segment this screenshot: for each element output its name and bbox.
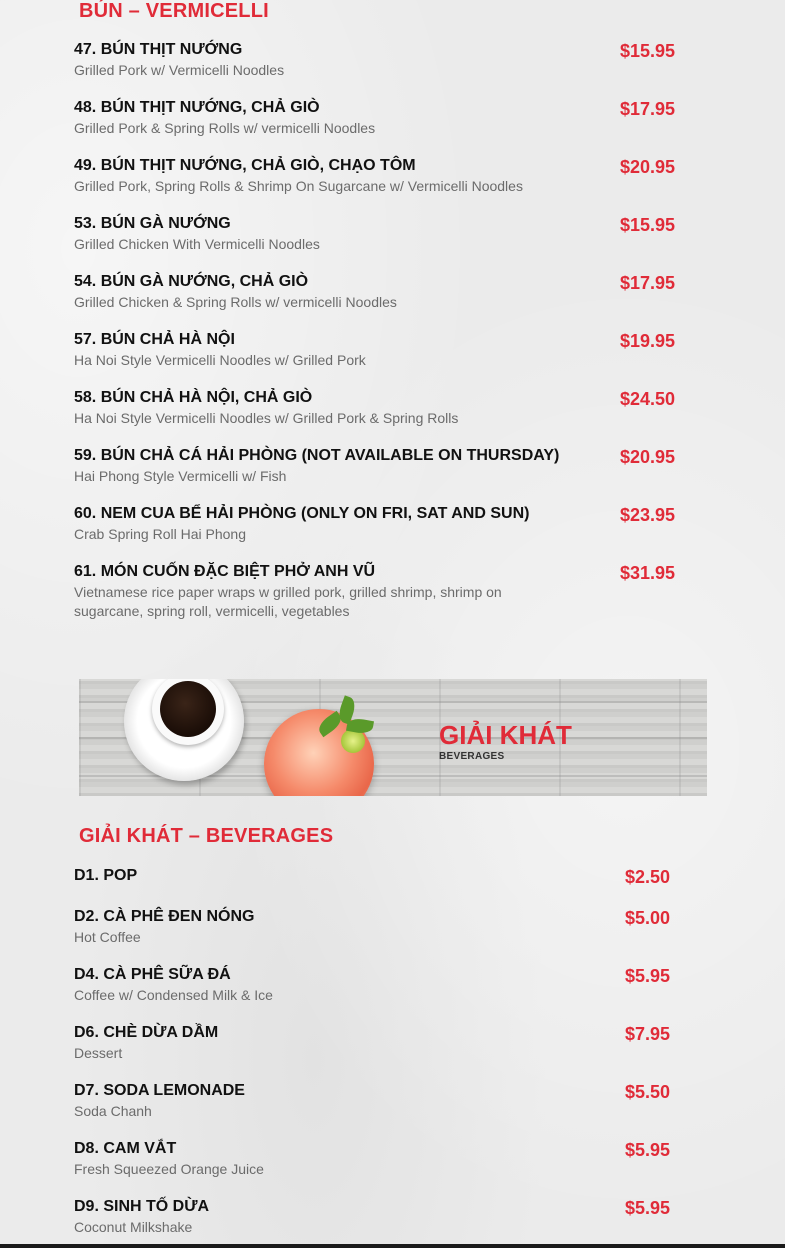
item-price: $5.50 (625, 1082, 671, 1102)
item-description: Dessert (74, 1045, 123, 1061)
item-price: $5.95 (625, 966, 671, 986)
item-name: D4. CÀ PHÊ SỮA ĐÁ (74, 966, 231, 983)
item-description: Ha Noi Style Vermicelli Noodles w/ Grilled Pork & Spring Rolls (74, 410, 459, 426)
item-description: Grilled Pork & Spring Rolls w/ vermicelli Noodles (74, 120, 376, 136)
item-description: Vietnamese rice paper wraps w grilled pork, grilled shrimp, shrimp on sugarcane, spring roll, vermicelli, vegetables (74, 584, 502, 619)
item-name: 49. BÚN THỊT NƯỚNG, CHẢ GIÒ, CHẠO TÔM (74, 157, 416, 174)
bottom-divider (0, 1244, 785, 1248)
menu-item (74, 1023, 714, 1063)
item-price: $19.95 (620, 331, 676, 351)
item-name: D9. SINH TỐ DỪA (74, 1198, 210, 1215)
coffee-surface (160, 681, 216, 737)
item-price: $5.00 (625, 908, 671, 928)
menu-item (74, 214, 714, 254)
menu-item (74, 40, 714, 80)
item-description: Fresh Squeezed Orange Juice (74, 1161, 264, 1177)
item-price: $23.95 (620, 505, 676, 525)
menu-item (74, 562, 714, 621)
item-price: $7.95 (625, 1024, 671, 1044)
item-description: Soda Chanh (74, 1103, 152, 1119)
menu-item (74, 1081, 714, 1121)
item-name: 57. BÚN CHẢ HÀ NỘI (74, 331, 235, 348)
menu-item (74, 1139, 714, 1179)
item-name: 47. BÚN THỊT NƯỚNG (74, 41, 243, 58)
banner-title: GIẢI KHÁT (439, 720, 572, 750)
item-name: 60. NEM CUA BỂ HẢI PHÒNG (ONLY ON FRI, SAT AND SUN) (74, 505, 530, 522)
menu-item (74, 272, 714, 312)
menu-item (74, 330, 714, 370)
item-price: $20.95 (620, 157, 676, 177)
item-price: $17.95 (620, 99, 676, 119)
item-name: D6. CHÈ DỪA DẦM (74, 1024, 219, 1041)
item-description: Grilled Pork, Spring Rolls & Shrimp On Sugarcane w/ Vermicelli Noodles (74, 178, 523, 194)
menu-item (74, 907, 714, 947)
item-description: Hot Coffee (74, 929, 141, 945)
menu-item (74, 446, 714, 486)
item-price: $2.50 (625, 867, 671, 887)
item-name: D2. CÀ PHÊ ĐEN NÓNG (74, 908, 255, 925)
item-price: $17.95 (620, 273, 676, 293)
menu-item (74, 156, 714, 196)
item-description: Ha Noi Style Vermicelli Noodles w/ Grilled Pork (74, 352, 366, 368)
item-description: Crab Spring Roll Hai Phong (74, 526, 246, 542)
item-description: Grilled Chicken With Vermicelli Noodles (74, 236, 320, 252)
item-name: 54. BÚN GÀ NƯỚNG, CHẢ GIÒ (74, 273, 309, 290)
beverages-banner (79, 679, 707, 796)
item-name: 48. BÚN THỊT NƯỚNG, CHẢ GIÒ (74, 99, 320, 116)
item-description: Grilled Pork w/ Vermicelli Noodles (74, 62, 285, 78)
item-description: Hai Phong Style Vermicelli w/ Fish (74, 468, 287, 484)
item-price: $20.95 (620, 447, 676, 467)
item-name: D1. POP (74, 867, 138, 884)
banner-subtitle: BEVERAGES (439, 751, 505, 762)
item-price: $5.95 (625, 1140, 671, 1160)
section-title-vermicelli: BÚN – VERMICELLI (79, 0, 269, 22)
item-price: $15.95 (620, 215, 676, 235)
item-description: Grilled Chicken & Spring Rolls w/ vermicelli Noodles (74, 294, 397, 310)
item-name: 59. BÚN CHẢ CÁ HẢI PHÒNG (NOT AVAILABLE ON THURSDAY) (74, 447, 560, 464)
item-price: $31.95 (620, 563, 676, 583)
item-description: Coffee w/ Condensed Milk & Ice (74, 987, 273, 1003)
menu-item (74, 1197, 714, 1237)
menu-item (74, 388, 714, 428)
item-price: $24.50 (620, 389, 676, 409)
menu-item (74, 965, 714, 1005)
menu-item (74, 98, 714, 138)
section-title-beverages: GIẢI KHÁT – BEVERAGES (79, 825, 334, 847)
item-description: Coconut Milkshake (74, 1219, 193, 1235)
menu-item (74, 866, 714, 886)
item-name: 58. BÚN CHẢ HÀ NỘI, CHẢ GIÒ (74, 389, 313, 406)
menu-item (74, 504, 714, 544)
item-price: $5.95 (625, 1198, 671, 1218)
item-name: D8. CAM VẮT (74, 1140, 177, 1157)
item-name: 53. BÚN GÀ NƯỚNG (74, 215, 231, 232)
item-price: $15.95 (620, 41, 676, 61)
item-name: D7. SODA LEMONADE (74, 1082, 245, 1099)
item-name: 61. MÓN CUỐN ĐẶC BIỆT PHỞ ANH VŨ (74, 563, 376, 580)
